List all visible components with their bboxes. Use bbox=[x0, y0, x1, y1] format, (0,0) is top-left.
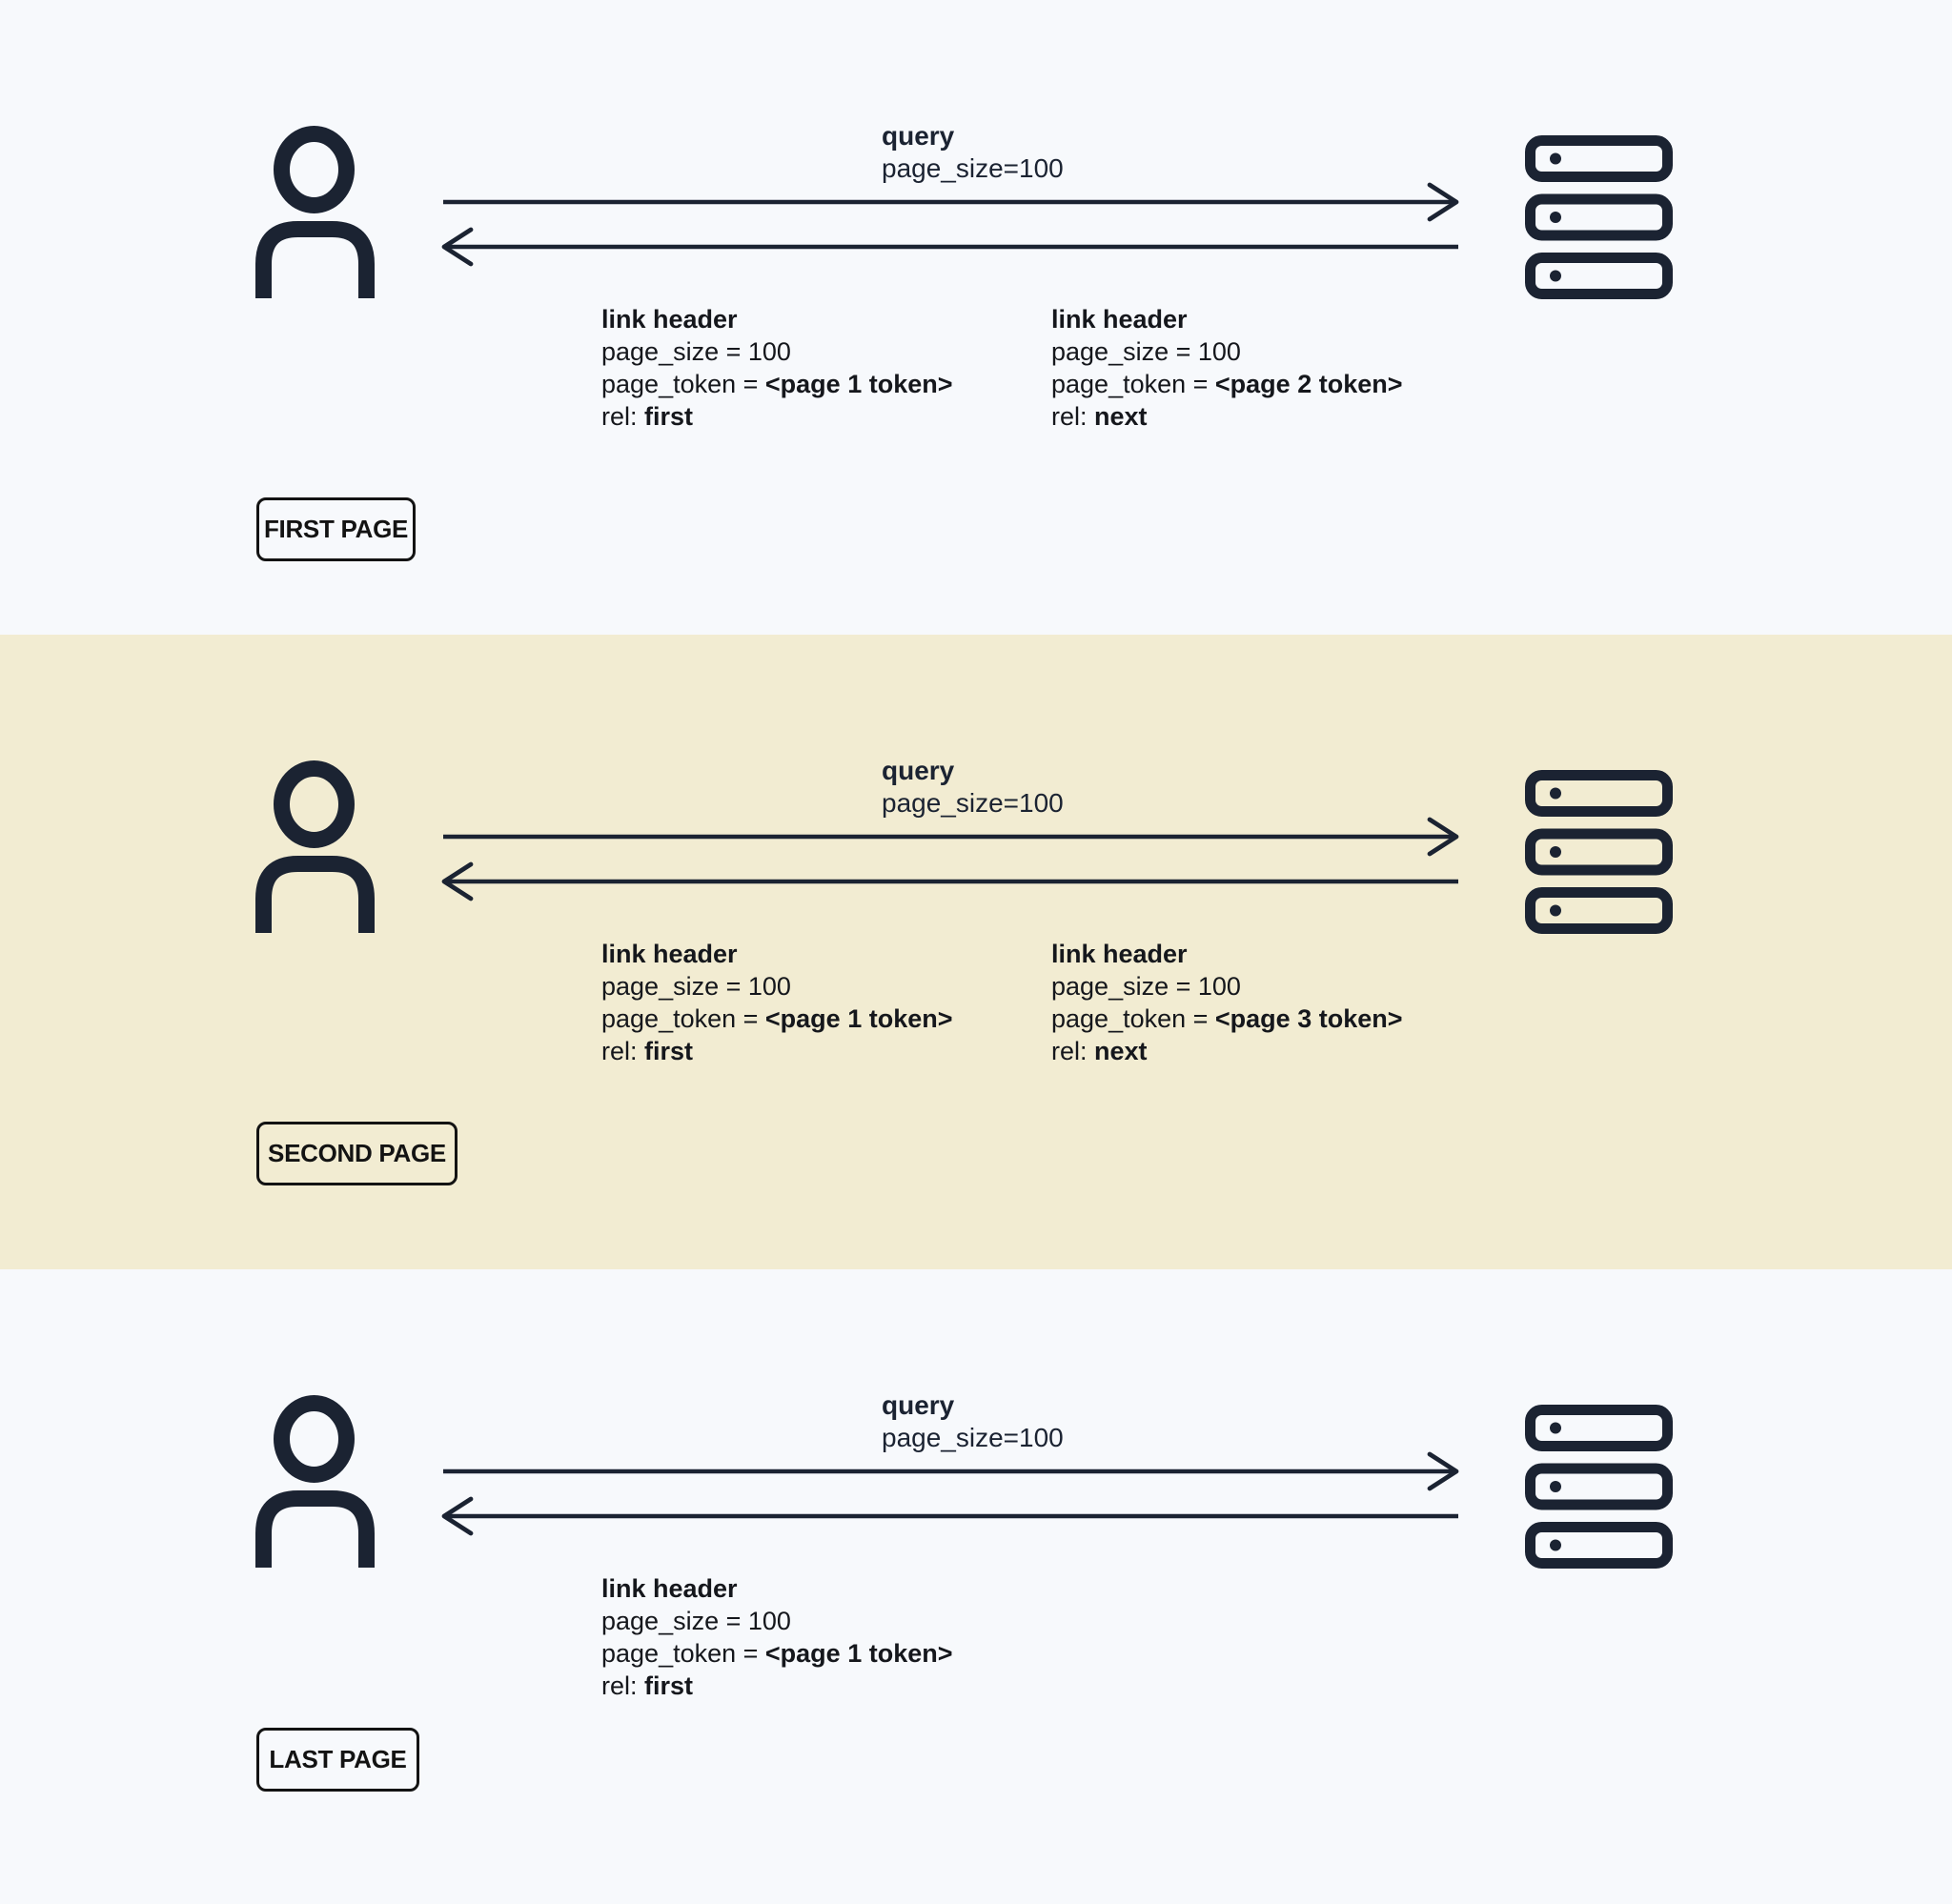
link-header-title: link header bbox=[601, 1574, 738, 1603]
request-arrow-icon bbox=[438, 181, 1462, 223]
page-label-badge: LAST PAGE bbox=[256, 1728, 419, 1792]
link-header-page-token: page_token = <page 2 token> bbox=[1051, 370, 1403, 398]
link-header-rel: rel: first bbox=[601, 1037, 694, 1065]
link-header-rel: rel: next bbox=[1051, 402, 1148, 431]
section-first-page bbox=[0, 0, 1952, 635]
server-stack-icon bbox=[1525, 1405, 1673, 1569]
section-second-page bbox=[0, 635, 1952, 1269]
query-label bbox=[882, 1389, 1064, 1454]
response-arrow-icon bbox=[438, 226, 1462, 268]
server-stack-icon bbox=[1525, 770, 1673, 934]
link-header-rel: rel: next bbox=[1051, 1037, 1148, 1065]
response-arrow-icon bbox=[438, 1495, 1462, 1537]
link-header-block bbox=[1051, 303, 1403, 433]
query-label bbox=[882, 755, 1064, 820]
link-header-page-size: page_size = 100 bbox=[601, 972, 791, 1001]
link-header-page-size: page_size = 100 bbox=[601, 1607, 791, 1635]
query-params: page_size=100 bbox=[882, 1423, 1064, 1452]
query-title: query bbox=[882, 1390, 955, 1420]
response-arrow-icon bbox=[438, 861, 1462, 902]
link-header-block bbox=[601, 1572, 953, 1702]
link-header-title: link header bbox=[1051, 305, 1188, 334]
link-header-title: link header bbox=[1051, 940, 1188, 968]
link-header-page-size: page_size = 100 bbox=[1051, 972, 1241, 1001]
section-last-page bbox=[0, 1269, 1952, 1904]
query-params: page_size=100 bbox=[882, 153, 1064, 183]
query-title: query bbox=[882, 121, 955, 151]
link-header-page-size: page_size = 100 bbox=[601, 337, 791, 366]
query-params: page_size=100 bbox=[882, 788, 1064, 818]
link-header-title: link header bbox=[601, 940, 738, 968]
link-header-page-token: page_token = <page 1 token> bbox=[601, 1004, 953, 1033]
query-label bbox=[882, 120, 1064, 185]
link-header-block bbox=[1051, 938, 1403, 1067]
link-header-page-size: page_size = 100 bbox=[1051, 337, 1241, 366]
link-header-page-token: page_token = <page 1 token> bbox=[601, 370, 953, 398]
page-label-badge: SECOND PAGE bbox=[256, 1122, 458, 1185]
user-icon bbox=[255, 760, 375, 933]
server-stack-icon bbox=[1525, 135, 1673, 299]
link-header-rel: rel: first bbox=[601, 402, 694, 431]
page-label-badge: FIRST PAGE bbox=[256, 497, 416, 561]
link-header-title: link header bbox=[601, 305, 738, 334]
link-header-block bbox=[601, 938, 953, 1067]
request-arrow-icon bbox=[438, 816, 1462, 858]
user-icon bbox=[255, 126, 375, 298]
link-header-page-token: page_token = <page 3 token> bbox=[1051, 1004, 1403, 1033]
link-header-rel: rel: first bbox=[601, 1671, 694, 1700]
request-arrow-icon bbox=[438, 1450, 1462, 1492]
link-header-block bbox=[601, 303, 953, 433]
user-icon bbox=[255, 1395, 375, 1568]
link-header-page-token: page_token = <page 1 token> bbox=[601, 1639, 953, 1668]
query-title: query bbox=[882, 756, 955, 785]
